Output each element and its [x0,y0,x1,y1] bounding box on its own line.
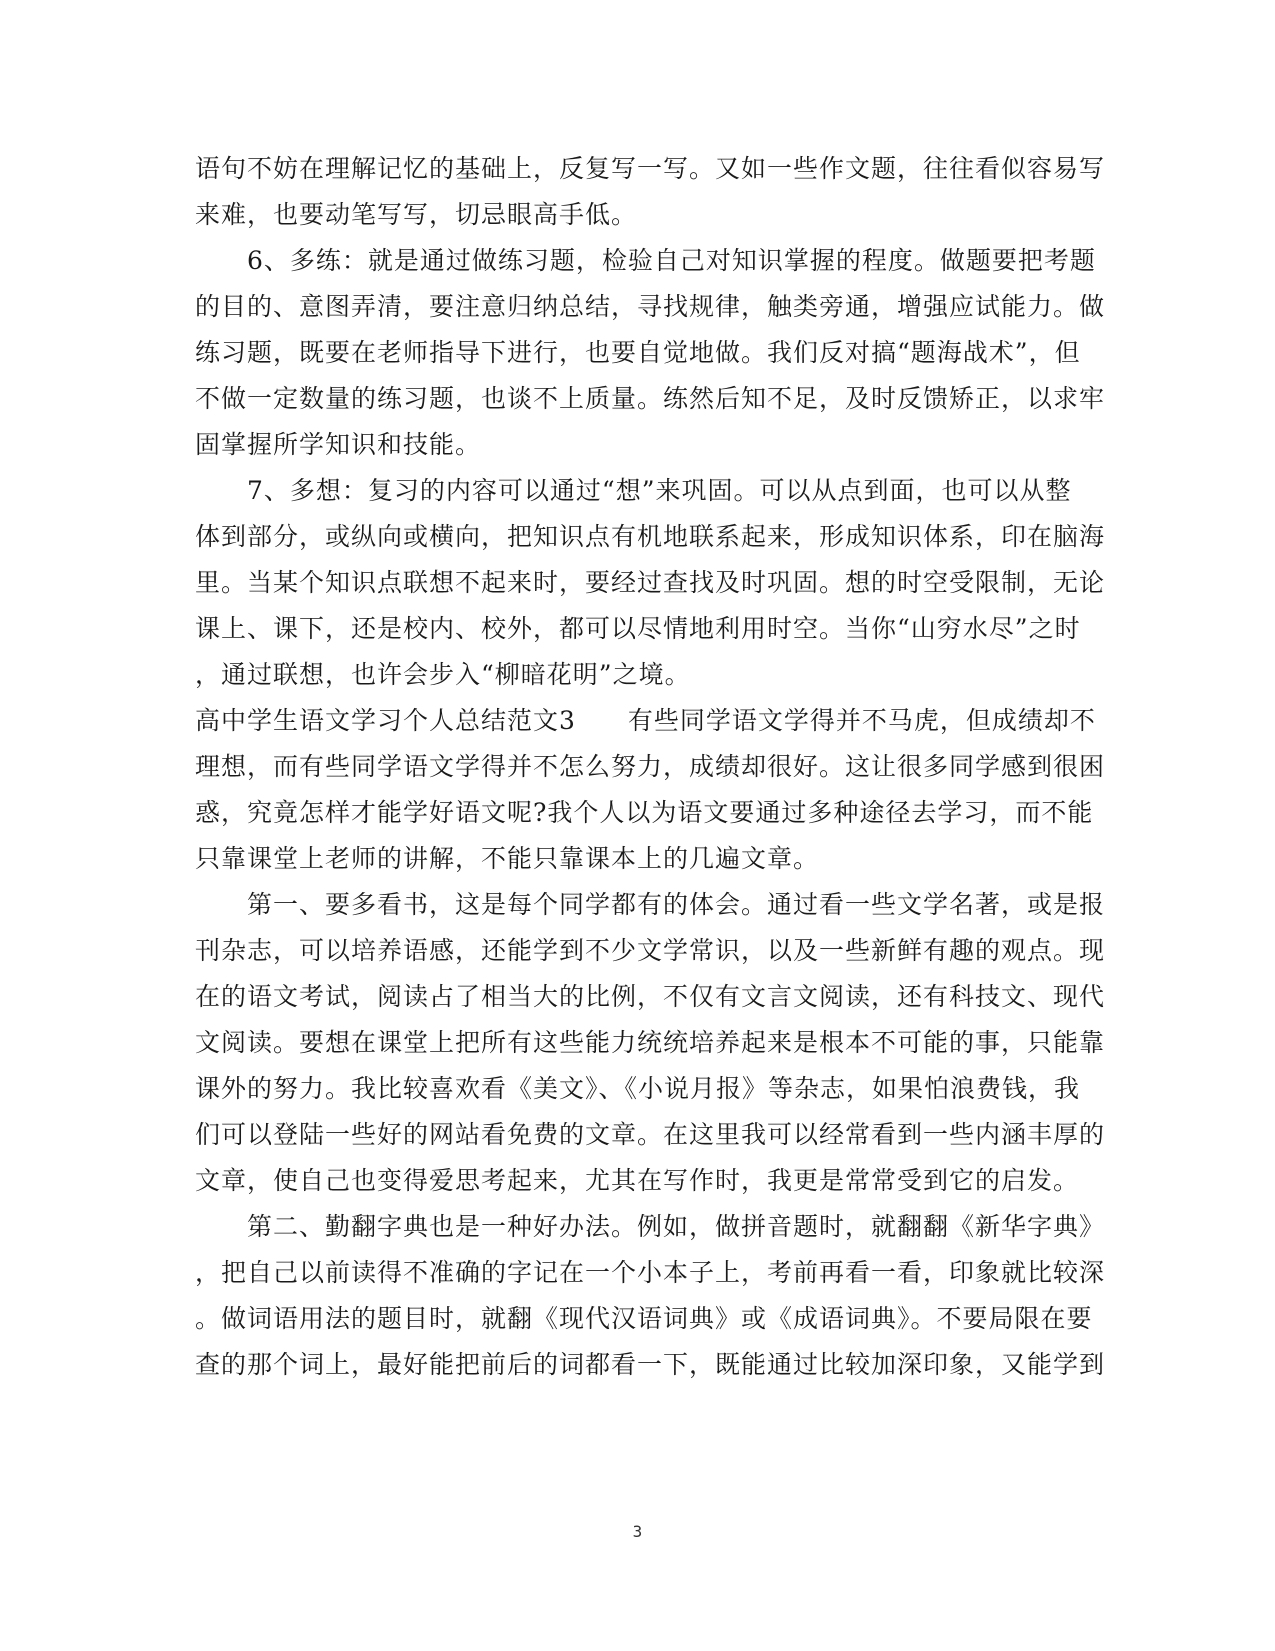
text-line: 固掌握所学知识和技能。 [195,430,482,459]
text-line: 查的那个词上，最好能把前后的词都看一下，既能通过比较加深印象，又能学到 [195,1350,1106,1379]
text-line: 体到部分，或纵向或横向，把知识点有机地联系起来，形成知识体系，印在脑海 [195,522,1106,551]
text-line: 。做词语用法的题目时，就翻《现代汉语词典》或《成语词典》。不要局限在要 [195,1304,1093,1333]
text-line: 第一、要多看书，这是每个同学都有的体会。通过看一些文学名著，或是报 [195,890,1106,919]
text-line: 的目的、意图弄清，要注意归纳总结，寻找规律，触类旁通，增强应试能力。做 [195,292,1106,321]
text-line: 文章，使自己也变得爱思考起来，尤其在写作时，我更是常常受到它的启发。 [195,1166,1080,1195]
text-line: 们可以登陆一些好的网站看免费的文章。在这里我可以经常看到一些内涵丰厚的 [195,1120,1106,1149]
text-line: ，把自己以前读得不准确的字记在一个小本子上，考前再看一看，印象就比较深 [195,1258,1106,1287]
text-line: 惑，究竟怎样才能学好语文呢?我个人以为语文要通过多种途径去学习，而不能 [195,798,1094,827]
text-line: 里。当某个知识点联想不起来时，要经过查找及时巩固。想的时空受限制，无论 [195,568,1106,597]
section-heading-line: 高中学生语文学习个人总结范文3 有些同学语文学得并不马虎，但成绩却不 [195,706,1096,735]
text-line: 刊杂志，可以培养语感，还能学到不少文学常识，以及一些新鲜有趣的观点。现 [195,936,1106,965]
text-line: 文阅读。要想在课堂上把所有这些能力统统培养起来是根本不可能的事，只能靠 [195,1028,1106,1057]
text-line: 只靠课堂上老师的讲解，不能只靠课本上的几遍文章。 [195,844,820,873]
text-line: 6、多练：就是通过做练习题，检验自己对知识掌握的程度。做题要把考题 [195,246,1096,275]
text-line: 练习题，既要在老师指导下进行，也要自觉地做。我们反对搞“题海战术”，但 [195,338,1081,367]
text-line: 语句不妨在理解记忆的基础上，反复写一写。又如一些作文题，往往看似容易写 [195,154,1106,183]
text-line: 课上、课下，还是校内、校外，都可以尽情地利用时空。当你“山穷水尽”之时 [195,614,1081,643]
text-line: 不做一定数量的练习题，也谈不上质量。练然后知不足，及时反馈矫正，以求牢 [195,384,1106,413]
text-line: ，通过联想，也许会步入“柳暗花明”之境。 [195,660,691,689]
text-line: 课外的努力。我比较喜欢看《美文》、《小说月报》等杂志，如果怕浪费钱，我 [195,1074,1081,1103]
text-line: 理想，而有些同学语文学得并不怎么努力，成绩却很好。这让很多同学感到很困 [195,752,1106,781]
page-number: 3 [632,1522,643,1541]
text-line: 来难，也要动笔写写，切忌眼高手低。 [195,200,638,229]
text-line: 7、多想：复习的内容可以通过“想”来巩固。可以从点到面，也可以从整 [195,476,1072,505]
text-line: 第二、勤翻字典也是一种好办法。例如，做拼音题时，就翻翻《新华字典》 [195,1212,1106,1241]
text-line: 在的语文考试，阅读占了相当大的比例，不仅有文言文阅读，还有科技文、现代 [195,982,1106,1011]
